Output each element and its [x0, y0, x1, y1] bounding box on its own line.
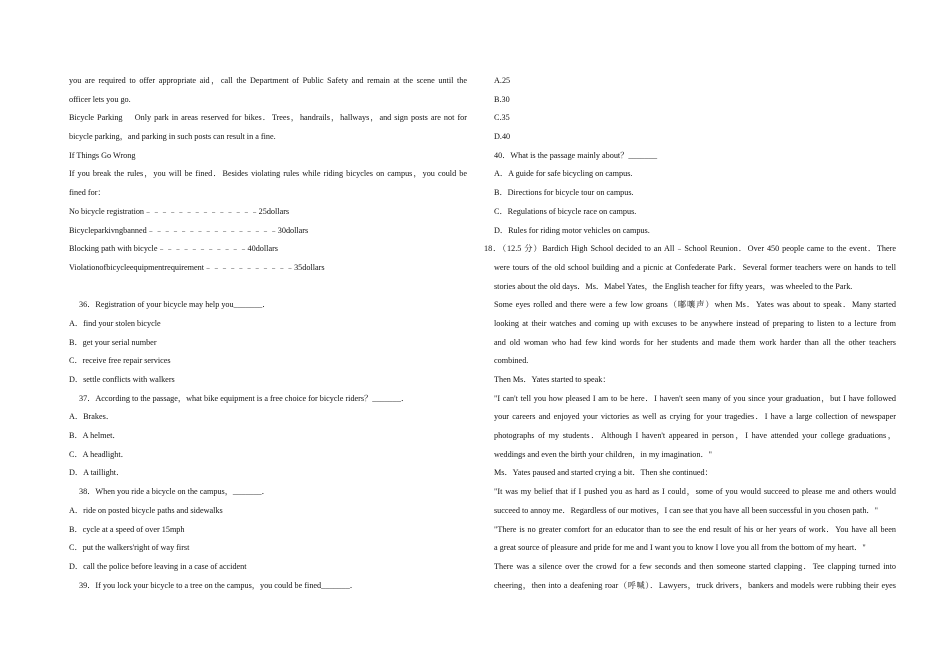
option-37-a: A．Brakes．: [69, 412, 115, 422]
passage-line: weddings and even the birth your children，in my imagination．": [494, 449, 712, 459]
question-37: 37．According to the passage，what bike equipment is a free choice for bicycle riders？_______．: [79, 393, 410, 403]
passage-line: Then Ms．Yates started to speak：: [494, 375, 611, 384]
text-line: officer lets you go.: [69, 94, 131, 104]
passage-line: stories about the old days．Ms．Mabel Yates，the English teacher for fifty years，was wheeled to the Park.: [494, 281, 853, 291]
passage-line: "It was my belief that if I pushed you as hard as I could，some of you would succeed to please me and others would: [494, 487, 896, 497]
text-line: If you break the rules，you will be fined．Besides violating rules while riding bicycles on campus，you could be: [69, 169, 467, 179]
text-line: you are required to offer appropriate aid，call the Department of Public Safety and remain at the scene until the: [69, 76, 467, 85]
passage-line: photographs of my students．Although I haven't appeared in person，I have attended your college graduations，: [494, 431, 896, 441]
option-39-c: C.35: [494, 113, 510, 123]
fine-item: Blocking path with bicycle﹣﹣﹣﹣﹣﹣﹣﹣﹣﹣﹣40dollars: [69, 244, 278, 254]
option-40-c: C．Regulations of bicycle race on campus.: [494, 206, 637, 216]
passage-line: your careers and enjoyed your victories as well as crying for your tragedies．I have a large collection of newspaper: [494, 412, 896, 422]
question-36: 36．Registration of your bicycle may help you_______．: [79, 300, 271, 310]
option-40-b: B．Directions for bicycle tour on campus.: [494, 188, 634, 198]
option-38-c: C．put the walkers'right of way first: [69, 543, 190, 553]
option-38-b: B．cycle at a speed of over 15mph: [69, 524, 185, 534]
option-39-d: D.40: [494, 132, 511, 142]
text-line: fined for：: [69, 188, 106, 198]
passage-line: succeed to annoy me．Regardless of our motives，I can see that you have all been successful in you chosen path．": [494, 505, 878, 515]
passage-line: a great source of pleasure and pride for me and I want you to know I love you all from the bottom of my heart．": [494, 543, 866, 553]
section-heading: If Things Go Wrong: [69, 150, 136, 160]
option-39-a: A.25: [494, 76, 511, 85]
right-column: [484, 72, 896, 595]
fine-item: No bicycle registration﹣﹣﹣﹣﹣﹣﹣﹣﹣﹣﹣﹣﹣﹣25dollars: [69, 206, 290, 216]
passage-line: were tours of the old school building and a picnic at Confederate Park．Several former teachers were on hands to tell: [494, 262, 896, 272]
option-39-b: B.30: [494, 94, 510, 104]
left-column: [69, 72, 467, 595]
text-line: Bicycle Parking Only park in areas reserved for bikes．Trees，handrails，hallways，and sign posts are not for: [69, 113, 467, 123]
spacer: [69, 278, 467, 297]
option-36-b: B．get your serial number: [69, 337, 157, 347]
fine-item: Bicycleparkivngbanned﹣﹣﹣﹣﹣﹣﹣﹣﹣﹣﹣﹣﹣﹣﹣﹣30dollars: [69, 225, 309, 235]
passage-line: combined.: [494, 356, 529, 366]
passage-line: There was a silence over the crowd for a few seconds and then someone started clapping．Tee clapping turned into: [494, 561, 896, 571]
passage-line: cheering，then into a deafening roar（呼喊）．Lawyers，truck drivers，bankers and models were rubbing their eyes: [494, 580, 896, 590]
option-37-c: C．A headlight．: [69, 449, 129, 459]
option-36-d: D．settle conflicts with walkers: [69, 375, 175, 384]
question-39: 39．If you lock your bicycle to a tree on the campus，you could be fined_______．: [79, 580, 358, 590]
question-40: 40．What is the passage mainly about？_______: [494, 150, 658, 160]
text-line: bicycle parking，and parking in such posts can result in a fine.: [69, 132, 276, 142]
passage-line: "There is no greater comfort for an educator than to see the end result of his or her years of work．You have all been: [494, 524, 896, 534]
option-40-d: D．Rules for riding motor vehicles on campus.: [494, 225, 650, 235]
option-36-a: A．find your stolen bicycle: [69, 318, 161, 328]
passage-line: Ms．Yates paused and started crying a bit．Then she continued：: [494, 468, 713, 478]
passage-line: and old woman who had few kind words for her students and made them work harder than all the other teachers: [494, 337, 896, 347]
passage-line: "I can't tell you how pleased I am to be here．I haven't seen many of you since your graduation，but I have followed: [494, 393, 896, 403]
option-38-d: D．call the police before leaving in a case of accident: [69, 561, 247, 571]
passage-line: looking at their watches and coming up with excuses to be anywhere instead of preparing to listen to a lecture from: [494, 318, 896, 328]
question-38: 38．When you ride a bicycle on the campus，_______．: [79, 487, 270, 497]
option-40-a: A．A guide for safe bicycling on campus.: [494, 169, 633, 179]
passage-line: Some eyes rolled and there were a few low groans（嘟嚷声）when Ms．Yates was about to speak．Many started: [494, 300, 896, 310]
option-37-d: D．A taillight．: [69, 468, 125, 478]
option-37-b: B．A helmet．: [69, 431, 121, 441]
passage-18-heading: 18．（12.5 分）Bardich High School decided to an All﹣School Reunion．Over 450 people came to the event．There: [484, 244, 896, 254]
option-38-a: A．ride on posted bicycle paths and sidewalks: [69, 505, 223, 515]
fine-item: Violationofbicycleequipmentrequirement﹣﹣﹣﹣﹣﹣﹣﹣﹣﹣﹣35dollars: [69, 262, 325, 272]
option-36-c: C．receive free repair services: [69, 356, 171, 366]
